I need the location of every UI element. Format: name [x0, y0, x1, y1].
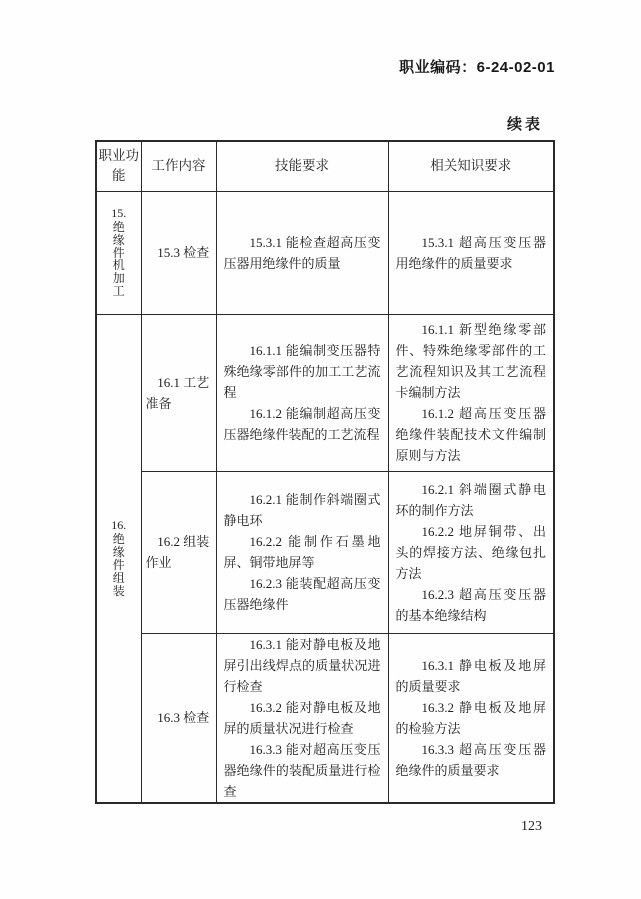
skill-item: 16.2.1 能制作斜端圈式静电环	[223, 492, 381, 528]
header-occupational-function: 职业功能	[96, 141, 141, 191]
function-number: 15.	[111, 205, 127, 220]
work-cell-15-3	[141, 191, 216, 314]
header-work-content: 工作内容	[141, 141, 216, 191]
table-row	[96, 471, 554, 633]
skill-item: 16.3.2 能对静电板及地屏的质量状况进行检查	[223, 699, 381, 736]
header-skill-requirements: 技能要求	[216, 141, 388, 191]
knowledge-item: 16.2.2 地屏铜带、出头的焊接方法、绝缘包扎方法	[395, 523, 546, 581]
skill-item: 15.3.1 能检查超高压变压器用绝缘件的质量	[223, 234, 381, 271]
work-content-label: 16.1 工艺准备	[145, 374, 210, 411]
knowledge-item: 16.3.1 静电板及地屏的质量要求	[395, 657, 546, 694]
knowledge-item: 16.3.3 超高压变压器绝缘件的质量要求	[395, 741, 546, 778]
knowledge-item: 16.2.1 斜端圈式静电环的制作方法	[395, 481, 546, 518]
table-header-row	[96, 141, 554, 191]
work-cell-16-3	[141, 633, 216, 803]
knowledge-cell-16-1	[388, 314, 554, 471]
table-row	[96, 633, 554, 803]
function-cell-15	[96, 191, 141, 314]
function-label-vertical: 绝缘件机加工	[112, 219, 125, 299]
continued-table-label: 续表	[506, 117, 543, 133]
work-content-label: 15.3 检查	[157, 245, 210, 260]
requirements-table	[95, 140, 555, 804]
knowledge-cell-15-3	[388, 191, 554, 314]
work-cell-16-2	[141, 471, 216, 633]
table-row	[96, 191, 554, 314]
skill-cell-16-1	[216, 314, 388, 471]
function-number: 16.	[111, 517, 127, 532]
work-cell-16-1	[141, 314, 216, 471]
knowledge-item: 15.3.1 超高压变压器用绝缘件的质量要求	[395, 234, 546, 271]
skill-item: 16.2.2 能制作石墨地屏、铜带地屏等	[223, 534, 381, 570]
skill-item: 16.2.3 能装配超高压变压器绝缘件	[223, 576, 381, 612]
work-content-label: 16.3 检查	[157, 710, 210, 726]
function-label-vertical: 绝缘件组装	[112, 531, 125, 598]
skill-item: 16.1.1 能编制变压器特殊绝缘零部件的加工工艺流程	[223, 343, 381, 400]
knowledge-item: 16.1.1 新型绝缘零部件、特殊绝缘零部件的工艺流程知识及其工艺流程卡编制方法	[395, 322, 546, 400]
skill-item: 16.3.3 能对超高压变压器绝缘件的装配质量进行检查	[223, 741, 381, 799]
header-knowledge-requirements: 相关知识要求	[388, 141, 554, 191]
skill-item: 16.1.2 能编制超高压变压器绝缘件装配的工艺流程	[223, 406, 381, 442]
page-number: 123	[521, 819, 542, 834]
skill-cell-16-3	[216, 633, 388, 803]
knowledge-cell-16-3	[388, 633, 554, 803]
knowledge-item: 16.2.3 超高压变压器的基本绝缘结构	[395, 586, 546, 623]
knowledge-cell-16-2	[388, 471, 554, 633]
table-row	[96, 314, 554, 471]
skill-item: 16.3.1 能对静电板及地屏引出线焊点的质量状况进行检查	[223, 636, 381, 694]
occupation-code: 职业编码：6-24-02-01	[399, 59, 555, 76]
work-content-label: 16.2 组装作业	[145, 534, 210, 570]
skill-cell-16-2	[216, 471, 388, 633]
function-cell-16	[96, 314, 141, 803]
knowledge-item: 16.1.2 超高压变压器绝缘件装配技术文件编制原则与方法	[395, 406, 546, 463]
skill-cell-15-3	[216, 191, 388, 314]
knowledge-item: 16.3.2 静电板及地屏的检验方法	[395, 699, 546, 736]
